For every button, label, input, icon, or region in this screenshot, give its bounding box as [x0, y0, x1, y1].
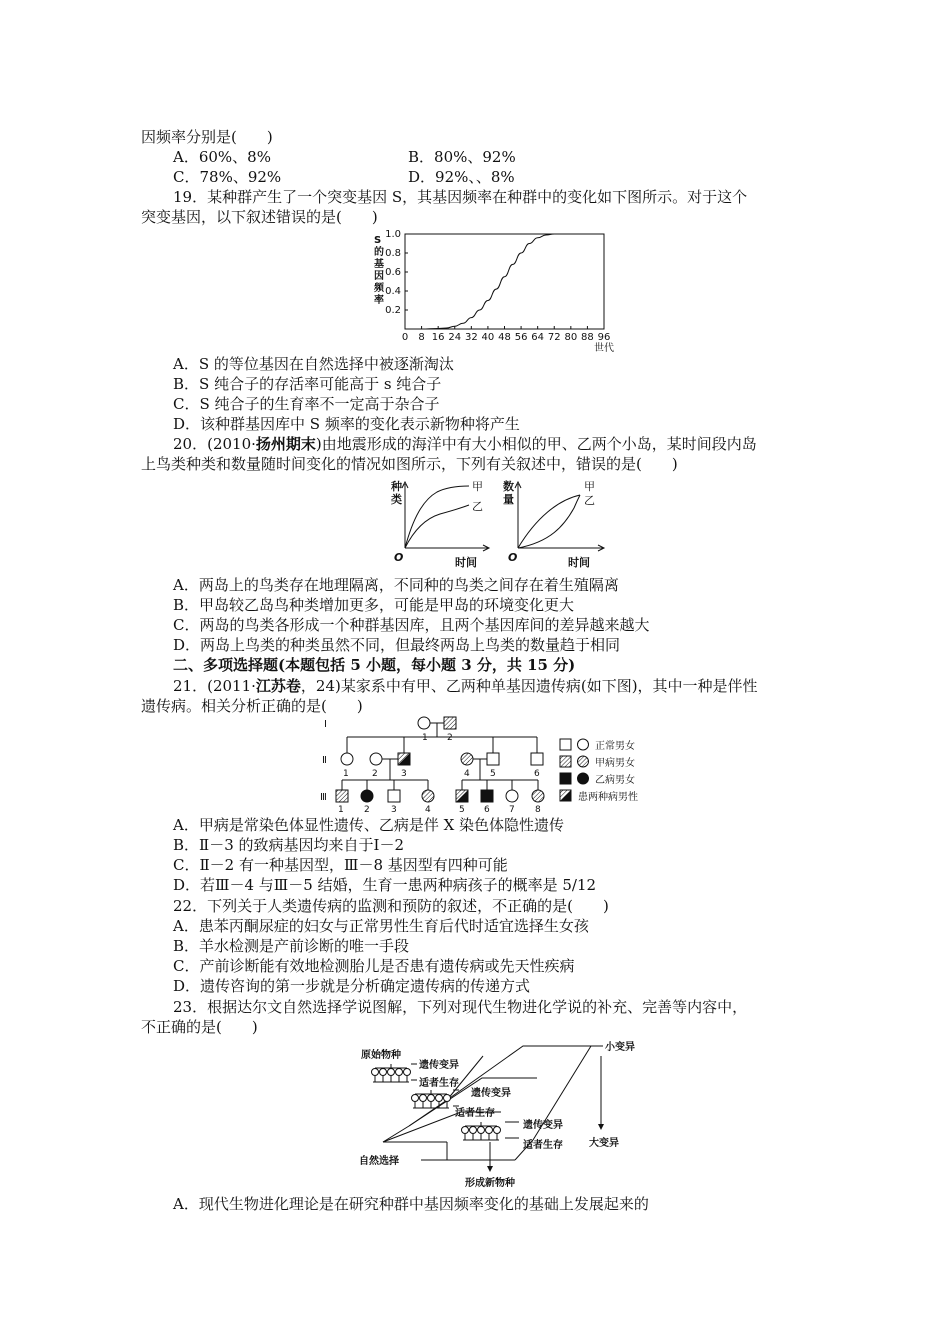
pedigree-II3-male-both-diseases [398, 753, 410, 765]
pedigree-II2-female-normal [370, 753, 382, 765]
diagram-large-variation: 大变异 [589, 1138, 619, 1149]
q20-left-origin: O [394, 551, 404, 564]
pedigree-II3-num: 3 [401, 769, 407, 779]
diagram-survival-2: 适者生存 [455, 1108, 495, 1119]
pedigree-III3-num: 3 [391, 805, 397, 815]
q19-x-tick-label: 64 [531, 332, 545, 343]
q18-stem-tail: 因频率分别是( ) [141, 128, 273, 146]
q19-y-tick-label: 0.8 [385, 248, 401, 259]
q19-x-tick-label: 40 [481, 332, 495, 343]
q19-x-tick-label: 16 [431, 332, 445, 343]
pedigree-II4-num: 4 [464, 769, 470, 779]
diagram-survival-1: 适者生存 [419, 1078, 459, 1089]
diagram-variants-level-2 [412, 1090, 460, 1108]
q22-option-a: A．患苯丙酮尿症的妇女与正常男性生育后代时适宜选择生女孩 [173, 917, 589, 935]
q21-stem-line2: 遗传病。相关分析正确的是( ) [141, 697, 363, 715]
q19-x-tick-label: 32 [464, 332, 478, 343]
q20-stem-line1 [173, 434, 757, 454]
pedigree-III2-female-disease-b [361, 790, 373, 802]
q19-stem-line1: 19．某种群产生了一个突变基因 S，其基因频率在种群中的变化如下图所示。对于这个 [173, 188, 748, 206]
q19-x-tick-label: 24 [448, 332, 462, 343]
diagram-original-species: 原始物种 [361, 1050, 401, 1061]
legend-disease-a-label: 甲病男女 [595, 758, 635, 769]
q20-left-label-a: 甲 [472, 480, 483, 493]
q20-right-label-b: 乙 [584, 494, 595, 507]
q19-x-tick-label: 72 [547, 332, 561, 343]
pedigree-II6-male-normal [531, 753, 543, 765]
q19-x-tick-label: 0 [401, 332, 409, 343]
pedigree-III1-male-disease-a [336, 790, 348, 802]
q20-right-xlabel: 时间 [568, 556, 590, 569]
q23-stem-line2: 不正确的是( ) [141, 1018, 258, 1036]
pedigree-legend [560, 739, 638, 803]
pedigree-II5-male-normal [487, 753, 499, 765]
q20-left-curve-a [405, 486, 469, 548]
pedigree-II6-num: 6 [534, 769, 540, 779]
q20-number: 20．(2010· [173, 435, 256, 453]
q19-ylabel-char: 频 [374, 283, 384, 294]
diagram-natural-selection: 自然选择 [359, 1156, 399, 1167]
q19-y-tick-label: 0.2 [385, 305, 401, 316]
q18-option-a: A．60%、8% [173, 148, 271, 166]
pedigree-I2-male-disease-a [444, 717, 456, 729]
pedigree-II2-num: 2 [372, 769, 378, 779]
q23-stem-line1: 23．根据达尔文自然选择学说图解，下列对现代生物进化学说的补充、完善等内容中， [173, 998, 748, 1016]
q18-option-b: B．80%、92% [408, 148, 516, 166]
q19-y-axis-label [374, 235, 385, 306]
q19-y-tick-label: 0.6 [385, 267, 401, 278]
q20-right-curve-a [518, 495, 580, 548]
q20-left-ylabel-1: 种 [391, 480, 402, 493]
pedigree-III5-male-both-diseases [456, 790, 468, 802]
pedigree-III7-num: 7 [509, 805, 515, 815]
diagram-survival-3: 适者生存 [523, 1140, 563, 1151]
q20-right-origin: O [508, 551, 518, 564]
pedigree-I1-female-normal [418, 717, 430, 729]
pedigree-III5-num: 5 [459, 805, 465, 815]
q19-x-tick-label: 96 [597, 332, 611, 343]
q22-stem: 22．下列关于人类遗传病的监测和预防的叙述，不正确的是( ) [173, 897, 609, 915]
pedigree-III1-num: 1 [338, 805, 344, 815]
q20-stem-text: )由地震形成的海洋中有大小相似的甲、乙两个小岛，某时间段内岛 [315, 435, 757, 453]
q20-right-ylabel-1: 数 [503, 480, 514, 493]
diagram-variation-3: 遗传变异 [523, 1120, 563, 1131]
q20-option-a: A．两岛上的鸟类存在地理隔离，不同种的鸟类之间存在着生殖隔离 [173, 576, 619, 594]
q20-species-chart [385, 478, 495, 573]
diagram-variants-level-3 [462, 1122, 520, 1140]
q19-option-b: B．S 纯合子的存活率可能高于 s 纯合子 [173, 375, 442, 393]
q19-option-a: A．S 的等位基因在自然选择中被逐渐淘汰 [173, 355, 454, 373]
q20-stem-line2: 上鸟类种类和数量随时间变化的情况如图所示，下列有关叙述中，错误的是( ) [141, 455, 678, 473]
q19-stem-line2: 突变基因，以下叙述错误的是( ) [141, 208, 378, 226]
pedigree-I2-num: 2 [447, 733, 453, 743]
q21-source: 江苏卷 [255, 677, 301, 695]
legend-both-label: 患两种病男性 [578, 792, 638, 803]
q19-option-c: C．S 纯合子的生育率不一定高于杂合子 [173, 395, 440, 413]
q21-stem-text: ，24)某家系中有甲、乙两种单基因遗传病(如下图)，其中一种是伴性 [300, 677, 758, 695]
pedigree-II1-num: 1 [343, 769, 349, 779]
pedigree-gen-label-3: Ⅲ [320, 792, 327, 803]
q19-plot-frame [405, 234, 604, 329]
pedigree-III7-female-normal [506, 790, 518, 802]
pedigree-III4-num: 4 [425, 805, 431, 815]
q18-option-d: D．92%、、8% [408, 168, 515, 186]
pedigree-III6-male-disease-b [481, 790, 493, 802]
q20-left-curve-b [405, 505, 469, 548]
q23-natural-selection-diagram [355, 1040, 655, 1192]
pedigree-III3-male-normal [388, 790, 400, 802]
pedigree-gen-label-2: Ⅱ [322, 755, 327, 766]
q19-y-tick-label: 0.4 [385, 286, 401, 297]
q19-ylabel-char: S [374, 235, 382, 246]
pedigree-II5-num: 5 [490, 769, 496, 779]
q20-option-d: D．两岛上鸟类的种类虽然不同，但最终两岛上鸟类的数量趋于相同 [173, 636, 621, 654]
diagram-variation-2: 遗传变异 [471, 1088, 511, 1099]
diagram-new-species: 形成新物种 [465, 1178, 515, 1189]
q19-ylabel-char: 率 [374, 295, 384, 306]
legend-normal-label: 正常男女 [595, 741, 635, 752]
q21-number: 21．(2011· [173, 677, 256, 695]
q19-ylabel-char: 基 [374, 259, 384, 270]
q21-option-b: B．Ⅱ－3 的致病基因均来自于Ⅰ－2 [173, 836, 404, 854]
q22-option-c: C．产前诊断能有效地检测胎儿是否患有遗传病或先天性疾病 [173, 957, 575, 975]
legend-disease-b-label: 乙病男女 [595, 775, 635, 786]
q21-option-a: A．甲病是常染色体显性遗传、乙病是伴 X 染色体隐性遗传 [173, 816, 565, 834]
q20-right-curve-b [518, 495, 580, 548]
q19-x-tick-label: 80 [564, 332, 578, 343]
pedigree-II1-female-normal [341, 753, 353, 765]
q21-pedigree-diagram [312, 714, 682, 814]
q21-option-c: C．Ⅱ－2 有一种基因型，Ⅲ－8 基因型有四种可能 [173, 856, 508, 874]
q19-x-tick-label: 48 [498, 332, 511, 343]
pedigree-gen-label-1: Ⅰ [324, 719, 327, 730]
q21-stem-line1 [173, 676, 758, 696]
pedigree-III6-num: 6 [484, 805, 490, 815]
q20-left-label-b: 乙 [472, 500, 483, 513]
q19-option-d: D．该种群基因库中 S 频率的变化表示新物种将产生 [173, 415, 520, 433]
q20-source: 扬州期末 [255, 435, 316, 453]
pedigree-III4-female-disease-a [422, 790, 434, 802]
q22-option-d: D．遗传咨询的第一步就是分析确定遗传病的传递方式 [173, 977, 531, 995]
q18-option-c: C．78%、92% [173, 168, 282, 186]
q19-ylabel-char: 的 [374, 247, 384, 258]
q19-ylabel-char: 因 [374, 271, 384, 282]
pedigree-III8-female-disease-a [532, 790, 544, 802]
q20-option-c: C．两岛的鸟类各形成一个种群基因库，且两个基因库间的差异越来越大 [173, 616, 650, 634]
section-heading-multiple-choice: 二、多项选择题(本题包括 5 小题，每小题 3 分，共 15 分) [173, 656, 576, 674]
diagram-small-variation: 小变异 [605, 1042, 635, 1053]
q20-right-ylabel-2: 量 [503, 493, 514, 506]
q19-x-tick-label: 88 [581, 332, 594, 343]
q22-option-b: B．羊水检测是产前诊断的唯一手段 [173, 937, 410, 955]
q19-gene-frequency-chart [368, 225, 628, 355]
q19-y-tick-label: 1.0 [385, 229, 401, 240]
q21-option-d: D．若Ⅲ－4 与Ⅲ－5 结婚，生育一患两种病孩子的概率是 5/12 [173, 876, 597, 894]
q20-left-ylabel-2: 类 [391, 493, 402, 506]
pedigree-III2-num: 2 [364, 805, 370, 815]
q20-left-xlabel: 时间 [455, 556, 477, 569]
diagram-variation-1: 遗传变异 [419, 1060, 459, 1071]
q19-frequency-curve [405, 234, 604, 329]
pedigree-II4-female-disease-a [461, 753, 473, 765]
q23-option-a: A．现代生物进化理论是在研究种群中基因频率变化的基础上发展起来的 [173, 1195, 649, 1213]
pedigree-III8-num: 8 [535, 805, 541, 815]
q20-right-label-a: 甲 [584, 480, 595, 493]
q19-x-tick-label: 8 [418, 332, 425, 343]
q19-x-tick-label: 56 [514, 332, 528, 343]
pedigree-I1-num: 1 [422, 733, 428, 743]
q20-quantity-chart [500, 478, 615, 573]
q19-x-axis-label: 世代 [594, 343, 614, 354]
q20-option-b: B．甲岛较乙岛鸟种类增加更多，可能是甲岛的环境变化更大 [173, 596, 575, 614]
diagram-variants-level-1 [372, 1064, 418, 1082]
